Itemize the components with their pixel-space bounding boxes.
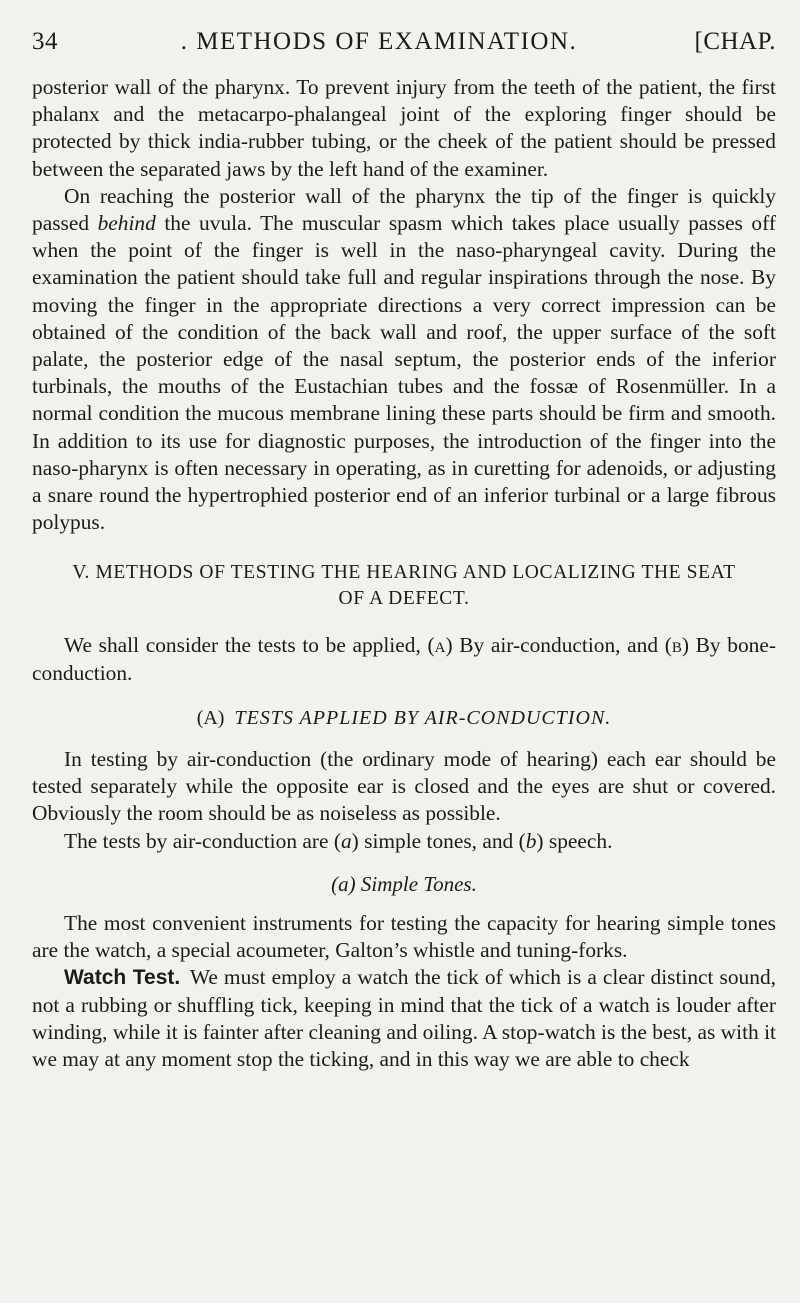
paragraph-finger-protection: posterior wall of the pharynx. To prevent injury from the teeth of the patient, the first phalanx and the metacarpo-phalangeal joint of the exploring finger should be protected by thick india-rubber tubing, or the cheek of the patient should be pressed between the separated jaws by the left hand of the examiner. <box>32 75 776 181</box>
para2-emphasis: behind <box>97 211 156 236</box>
paragraph-air-conduction-testing: In testing by air-conduction (the ordinary mode of hearing) each ear should be tested separately while the opposite ear is closed and the eyes are shut or covered. Obviously the room should be as noiseless as possible. <box>32 747 776 826</box>
para3-part1: We shall consider the tests to be applied, ( <box>64 633 435 658</box>
para3-part3: ) By bone-conduction. <box>32 633 776 685</box>
body-text <box>32 74 776 1073</box>
section-heading-v: V. METHODS OF TESTING THE HEARING AND LOCALIZING THE SEAT OF A DEFECT. <box>72 562 736 610</box>
subsubsection-heading-simple-tones <box>32 871 776 898</box>
para3-part2: ) By air-conduction, and ( <box>445 633 672 658</box>
para5-label-a: a <box>340 828 352 853</box>
subsection-heading-air-conduction <box>32 705 776 732</box>
paragraph-tests-overview <box>32 632 776 686</box>
subsubsection-label: (a) <box>331 871 356 896</box>
paragraph-naso-pharynx-examination <box>32 183 776 537</box>
paragraph-watch-test <box>32 964 776 1073</box>
para5-part1: The tests by air-conduction are ( <box>64 828 341 853</box>
para2-text-after: the uvula. The muscular spasm which takes place usually passes off when the point of the finger is well in the naso-pharyngeal cavity. During the examination the patient should take full and regular inspirations through the nose. By moving the finger in the appropriate directions a very correct impression can be obtained of the condition of the back wall and roof, the upper surface of the soft palate, the posterior edge of the nasal septum, the posterior ends of the inferior turbinals, the mouths of the Eustachian tubes and the fossæ of Rosenmüller. In a normal condition the mucous membrane lining these parts should be firm and smooth. In addition to its use for diagnostic purposes, the introduction of the finger into the naso-pharynx is often necessary in operating, as in curetting for adenoids, or adjusting a snare round the hypertrophied posterior end of an inferior turbinal or a large fibrous polypus. <box>32 211 776 535</box>
para5-part3: ) speech. <box>536 828 613 853</box>
running-title: . METHODS OF EXAMINATION. <box>180 28 578 55</box>
subsection-label: (A) <box>196 706 225 729</box>
watch-test-lead: Watch Test. <box>64 966 181 990</box>
watch-test-text: We must employ a watch the tick of which is a clear distinct sound, not a rubbing or shuffling tick, keeping in mind that the tick of a watch is louder after winding, while it is fainter after cleaning and oiling. A stop-watch is the best, as with it we may at any moment stop the ticking, and in this way we are able to check <box>32 965 776 1072</box>
para2-text-before: On reaching the posterior wall of the pharynx the tip of the finger is quickly passed <box>32 183 776 236</box>
paragraph-air-conduction-tests <box>32 828 776 855</box>
page-number: 34 <box>32 28 58 55</box>
para5-part2: ) simple tones, and ( <box>351 828 526 853</box>
subsection-title: TESTS APPLIED BY AIR-CONDUCTION. <box>234 706 612 729</box>
running-head <box>32 28 776 64</box>
subsubsection-title: Simple Tones. <box>360 871 477 896</box>
paragraph-instruments: The most convenient instruments for testing the capacity for hearing simple tones are the watch, a special acoumeter, Galton’s whistle and tuning-forks. <box>32 911 776 963</box>
para3-label-a: a <box>434 633 446 658</box>
para5-label-b: b <box>525 828 537 853</box>
chapter-marker: [CHAP. <box>694 28 776 55</box>
para3-label-b: b <box>671 633 682 658</box>
